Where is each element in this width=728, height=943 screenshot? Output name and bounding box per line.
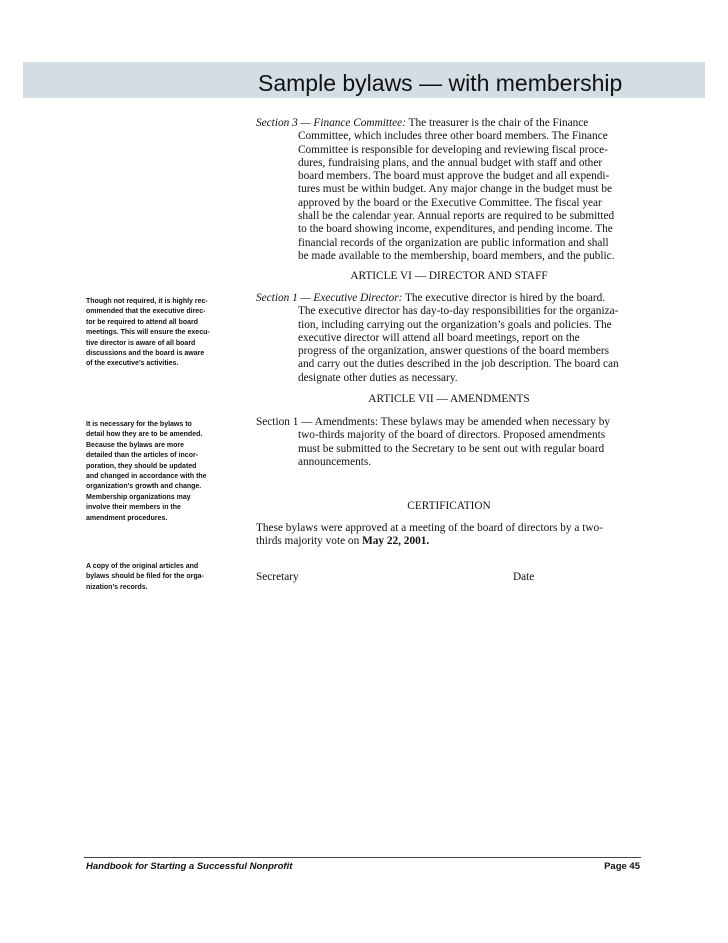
executive-director-line: executive director will attend all board meetings, report on the: [298, 331, 580, 344]
amendments-line: announcements.: [298, 455, 372, 468]
executive-director-body: [256, 305, 642, 385]
sidenote-line: ommended that the executive direc-: [86, 308, 206, 316]
date-label: Date: [513, 571, 535, 583]
finance-line: be made available to the membership, board members, and the public.: [298, 249, 615, 262]
finance-line: Committee, which includes three other board members. The Finance: [298, 130, 608, 143]
sidenote-line: nization’s records.: [86, 583, 148, 591]
footer-title: Handbook for Starting a Successful Nonprofit: [86, 861, 293, 872]
sidenote-line: Because the bylaws are more: [86, 441, 185, 449]
sidenote-line: involve their members in the: [86, 504, 181, 512]
executive-director-line: tion, including carrying out the organization’s goals and policies. The: [298, 318, 612, 331]
sidenote-line: Though not required, it is highly rec-: [86, 298, 208, 305]
executive-director-line: designate other duties as necessary.: [298, 371, 458, 384]
sidenote-line: amendment procedures.: [86, 514, 168, 522]
sidenote-line: tive director is aware of all board: [86, 339, 196, 347]
sidenote-line: poration, they should be updated: [86, 462, 197, 470]
finance-line: shall be the calendar year. Annual reports are required to be submitted: [298, 210, 615, 223]
sidenote-line: detailed than the articles of incor-: [86, 452, 199, 460]
page-number: Page 45: [604, 861, 640, 872]
sidenote-executive-director: [86, 297, 232, 370]
certification-line-2: [256, 535, 642, 548]
sidenote-amendments: [86, 420, 232, 524]
sidenote-line: A copy of the original articles and: [86, 563, 199, 570]
executive-director-line: progress of the organization, answer questions of the board members: [298, 345, 610, 358]
sidenote-line: Membership organizations may: [86, 493, 191, 501]
sidenote-line: bylaws should be filed for the orga-: [86, 573, 204, 581]
certification-heading: CERTIFICATION: [407, 500, 491, 512]
finance-line: financial records of the organization are public information and shall: [298, 236, 609, 249]
amendments-line: must be submitted to the Secretary to be sent out with regular board: [298, 442, 605, 455]
finance-first-line: [256, 117, 642, 130]
executive-director-line: and carry out the duties described in the job description. The board can: [298, 358, 619, 371]
executive-director-line: The executive director has day-to-day responsibilities for the organiza-: [298, 305, 619, 318]
finance-line: dures, fundraising plans, and the annual budget with staff and other: [298, 156, 603, 169]
finance-committee-section: [256, 117, 642, 263]
footer-rule: [84, 857, 641, 858]
amendments-first-line: Section 1 — Amendments: These bylaws may be amended when necessary by: [256, 416, 610, 428]
amendments-section: [256, 416, 642, 469]
sidenote-line: It is necessary for the bylaws to: [86, 421, 192, 428]
sidenote-line: discussions and the board is aware: [86, 350, 205, 358]
sidenote-line: detail how they are to be amended.: [86, 431, 203, 439]
finance-line: board members. The board must approve the budget and all expendi-: [298, 170, 610, 183]
sidenote-line: and changed in accordance with the: [86, 473, 207, 481]
finance-line: to the board showing income, expenditures, and pending income. The: [298, 223, 613, 236]
sidenote-line: of the executive’s activities.: [86, 360, 179, 368]
sidenote-line: tor be required to attend all board: [86, 318, 199, 326]
certification-text: [256, 522, 642, 549]
finance-line: approved by the board or the Executive Committee. The fiscal year: [298, 196, 602, 209]
executive-director-first-line: [256, 292, 642, 305]
article-7-heading: ARTICLE VII — AMENDMENTS: [368, 393, 530, 405]
finance-line: Committee is responsible for developing and reviewing fiscal proce-: [298, 143, 608, 156]
executive-director-first-text: The executive director is hired by the board.: [402, 292, 606, 304]
page-title: Sample bylaws — with membership: [258, 70, 623, 96]
certification-line-2-text: thirds majority vote on: [256, 535, 363, 548]
finance-first-text: The treasurer is the chair of the Finance: [405, 117, 589, 129]
sidenote-line: meetings. This will ensure the execu-: [86, 329, 210, 337]
sidenote-records: [86, 562, 232, 593]
article-6-heading: ARTICLE VI — DIRECTOR AND STAFF: [350, 270, 548, 282]
executive-director-section: [256, 292, 642, 385]
finance-lead-in: Section 3 — Finance Committee:: [256, 117, 406, 129]
finance-body: [256, 130, 642, 263]
executive-director-lead-in: Section 1 — Executive Director:: [256, 292, 403, 304]
amendments-line: two-thirds majority of the board of directors. Proposed amendments: [298, 429, 606, 442]
amendments-body: [256, 429, 642, 469]
approval-date: May 22, 2001.: [362, 535, 430, 548]
secretary-label: Secretary: [256, 571, 299, 583]
sidenote-line: organization’s growth and change.: [86, 483, 202, 491]
certification-line-1: These bylaws were approved at a meeting of the board of directors by a two-: [256, 522, 603, 534]
finance-line: tures must be within budget. Any major change in the budget must be: [298, 183, 613, 196]
